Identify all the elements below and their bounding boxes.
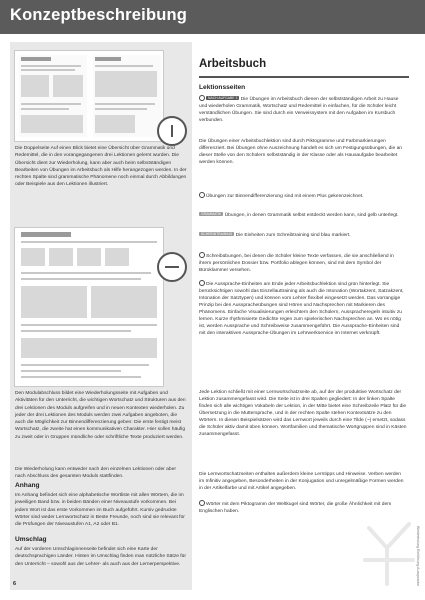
page-number: 6 xyxy=(13,581,17,587)
paragraph-umschlag: Auf der vorderen Umschlaginnenseite befindet sich eine Karte der deutschsprachigen Länder. Hinten im Umschlag finden man nützliche Sätze für den Unterricht – sowohl aus der Lehrer- als auch aus der Lernerperspektive. xyxy=(15,547,186,567)
paragraph-grammar: GRAMMATIK Übungen, in denen Grammatik selbst entdeckt werden kann, sind gelb unterlegt. xyxy=(201,212,399,218)
overview-spread-thumbnail xyxy=(14,50,164,142)
section-title-umschlag: Umschlag xyxy=(15,536,47,543)
paragraph-writing: SCHREIBTRAINING Die Einheiten zum Schreibtraining sind blau markiert. xyxy=(201,232,351,238)
section-title-anhang: Anhang xyxy=(15,482,40,489)
minus-icon xyxy=(157,252,187,282)
paragraph-exercises: NACH AUFGABE 3 Die Übungen im Arbeitsbuch dienen der selbstständigen Arbeit zu Hause und wiederholen Grammatik, Wortschatz und Redemittel in einfachen, für die Schüler leicht verständlichen Übungen. Sie sind durch ein Verweissystem mit den Aufgaben im Kursbuch verbunden. xyxy=(199,96,399,123)
review-page-thumbnail xyxy=(14,227,164,387)
paragraph-globe: Wörter mit dem Piktogramm der Weltkugel sind Wörter, die große Ähnlichkeit mit dem Englischen haben. xyxy=(199,502,392,514)
paperclip-icon xyxy=(199,252,205,258)
paragraph-overview: Die Doppelseite Auf einen Blick bietet eine Übersicht über Grammatik und Redemittel, die in den vorangegangenen drei Lektionen gelernt wurden. Die Übersicht dient zur Wiederholung, kann aber auch beim selbstständigen Bearbeiten von Übungen im Arbeitsbuch als Hilfe herangezogen werden. In der rechten Spalte sind grammatische Phänomene noch einmal durch Abbildungen oder Beispiele aus den Lektionen illustriert. xyxy=(15,146,187,188)
reference-icon xyxy=(199,95,205,101)
title-divider xyxy=(199,76,409,78)
section-title-arbeitsbuch: Arbeitsbuch xyxy=(199,58,267,70)
info-icon xyxy=(157,116,187,146)
side-tab: Wiederholung Einführung Aussprache xyxy=(416,525,421,587)
speaker-icon xyxy=(199,280,205,286)
exercise-reference-badge: NACH AUFGABE 3 xyxy=(208,96,238,100)
plus-icon xyxy=(199,192,205,198)
paragraph-anhang: Im Anhang befindet sich eine alphabetische Wortliste mit allen Wörtern, die im jeweiligen Band bzw. in beiden Bänden einer Niveaustufe vorkommen. Bei jedem Wort ist das erste Vorkommen im Buch aufgeführt. Kursiv gedruckte Wörter sind weder Lernwortschatz in Beste Freunde, noch sind sie relevant für die Prüfungen der Niveaustufen A1, A2 oder B1. xyxy=(15,493,185,527)
paragraph-dossier: Schreibübungen, bei denen die Schüler kleine Texte verfassen, die sie anschließend in ihrem persönlichen Dossier bzw. Portfolio ablegen können, sind mit dem Symbol der Büroklammer versehen. xyxy=(199,254,394,273)
paragraph-vocabulary: Jede Lektion schließt mit einer Lernwortschatzseite ab, auf der der produktive Wortschatz der Lektion zusammengefasst wird. Die Seite ist in drei Spalten gegliedert: In der linken Spalte finden sich alle wichtigen Vokabeln der Lektion, in der Mitte bietet eine Schreibzeile Platz für die Übersetzung in die Muttersprache, und in der rechten Spalte stehen Kontextsätze zu den Wörtern. In diesen Beispielsätzen wird das Lernwort jeweils durch eine Tilde (~) ersetzt, sodass die Schüler aktiv damit üben können. Wortfamilien und thematische Wortgruppen sind in Kästen zusammengefasst. xyxy=(199,390,407,437)
paragraph-pronunciation: Die Aussprache-Einheiten am Ende jeder Arbeitsbuchlektion sind grün hinterlegt. Sie berücksichtigen sowohl das Einzellauttraining als auch die Intonation (Wortakzent, Satzakzent, Intonation der Satztypen) und können vom Lehrer flexibel eingesetzt werden. Das vorrangige Prinzip bei den Ausspracheübungen sind Hören und Nachsprechen mit Markieren des Phänomens. Einfache Visualisierungen erleichtern den Schülern, Ausspracheregeln intuitiv zu lernen. Kurze rhythmisierte Gedichte regen zum spielerischen Nachsprechen an. Wo es nötig ist, werden Aussprache und Schreibweise zusammengeführt. Die Aussprache-Einheiten sind mit den interaktiven Aussprache-Übungen im Lehrwerkservice im Internet verknüpft. xyxy=(199,282,404,336)
writing-badge: SCHREIBTRAINING xyxy=(201,232,233,236)
grammar-badge: GRAMMATIK xyxy=(201,212,222,216)
left-column xyxy=(10,42,192,590)
paragraph-differentiation: Die Übungen einer Arbeitsbuchlektion sind durch Piktogramme und Farbmarkierungen differenziert. Bei Übungen ohne Auszeichnung handelt es sich um Festigungsübungen, die an dieser Stelle von den Schülern selbstständig in der Klasse oder als Hausaufgabe bearbeitet werden können. xyxy=(199,139,403,165)
page-title: Konzeptbeschreibung xyxy=(10,6,188,24)
paragraph-review-timing: Die Wiederholung kann entweder nach den einzelnen Lektionen oder aber nach Abschluss des gesamten Moduls stattfinden. xyxy=(15,467,176,480)
paragraph-plus: Übungen zur Binnendifferenzierung sind mit einem Plus gekennzeichnet. xyxy=(199,192,407,201)
paragraph-learning-tips: Die Lernwortschatzseiten enthalten außerdem kleine Lerntipps und Hinweise. Verben werden im Infinitiv angegeben, Besonderheiten in der Konjugation und unregelmäßige Formen werden in der Artikelfarbe und mit Artikel angegeben. xyxy=(199,472,404,491)
globe-icon xyxy=(199,500,205,506)
paragraph-review: Den Modulabschluss bildet eine Wiederholungsseite mit Aufgaben und Aktivitäten für den Unterricht, die wichtigen Wortschatz und Strukturen aus den drei Lektionen des Moduls aufgreifen und in neuen Kontexten wiederholen. Zu jeder der drei Lektionen des Moduls werden zwei Aufgaben angeboten, die auch die Möglichkeit zur Binnendifferenzierung geben: Die erste festigt meist Wortschatz, die zweite hat einen kommunikativen Charakter. Hier sollen häufig zu zweit oder in Gruppen mündliche oder schriftliche Texte produziert werden. xyxy=(15,391,186,440)
subsection-title-lektionsseiten: Lektionsseiten xyxy=(199,84,246,91)
